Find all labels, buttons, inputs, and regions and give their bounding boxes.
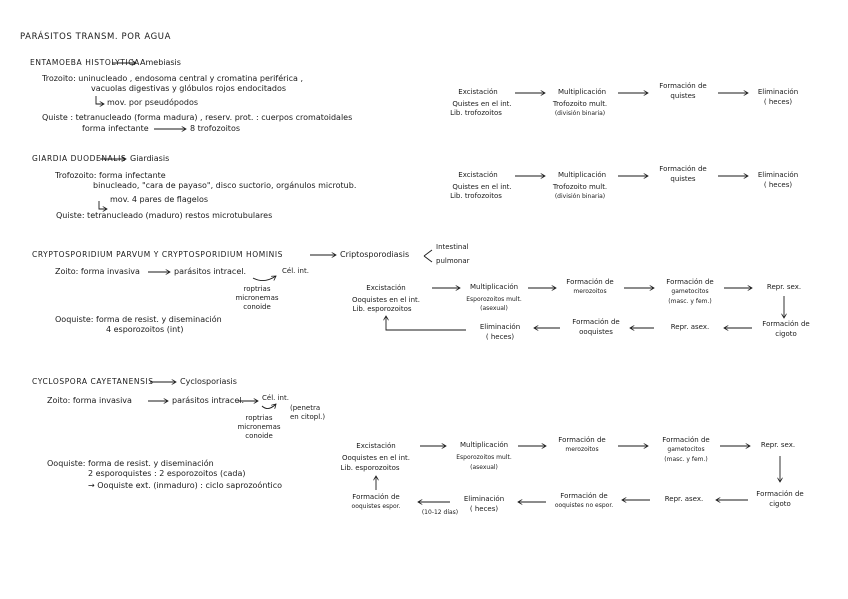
cycle-step-formacion: Formación de	[659, 82, 707, 90]
cycle-step-detail: (masc. y fem.)	[668, 298, 712, 305]
giardia-trofozoito-line2: binucleado, "cara de payaso", disco suctorio, orgánulos microtub.	[93, 181, 357, 190]
cycle-step-repr-asex: Repr. asex.	[670, 323, 710, 331]
cycle-step-detail: ( heces)	[485, 333, 515, 341]
giardia-trofozoito-line3: mov. 4 pares de flagelos	[110, 195, 209, 204]
cycle-step-detail: merozoitos	[565, 446, 599, 453]
cycle-step-detail: Quistes en el int.	[452, 100, 512, 108]
crypto-conoide: conoide	[243, 303, 271, 311]
entamoeba-quiste-line2b: 8 trofozoitos	[190, 124, 241, 133]
cycle-step-detail: ooquistes espor.	[351, 503, 401, 510]
cycle-step-detail: (masc. y fem.)	[664, 456, 708, 463]
cycle-step-excistacion: Excistación	[356, 442, 396, 450]
cycle-step-detail: Lib. esporozoitos	[340, 464, 400, 472]
crypto-zoito: Zoito: forma invasiva	[55, 267, 140, 276]
cycle-step-formacion: Formación de	[558, 436, 606, 444]
entamoeba-quiste-line2a: forma infectante	[82, 124, 149, 133]
giardia-name: GIARDIA DUODENALIS	[32, 154, 127, 163]
cycle-step-repr-asex: Repr. asex.	[664, 495, 704, 503]
cycle-step-eliminacion: Eliminación	[757, 171, 799, 179]
cycle-step-detail: Ooquistes en el int.	[352, 296, 420, 304]
cyclospora-ooquiste-line1: Ooquiste: forma de resist. y diseminación	[47, 459, 214, 468]
cycle-step-formacion: Formación de	[762, 320, 810, 328]
cyclospora-zoito: Zoito: forma invasiva	[47, 396, 132, 405]
cycle-step-formacion: Formación de	[352, 493, 400, 501]
cycle-step-multiplicacion: Multiplicación	[459, 441, 509, 449]
cycle-step-eliminacion: Eliminación	[463, 495, 505, 503]
cycle-step-excistacion: Excistación	[458, 88, 498, 96]
cycle-step-detail: Lib. trofozoitos	[450, 192, 502, 200]
entamoeba-trofozoito-line3: mov. por pseudópodos	[107, 98, 199, 107]
cycle-step-detail: Trofozoito mult.	[552, 100, 608, 108]
cycle-step-detail: (asexual)	[470, 464, 498, 471]
crypto-micronemas: micronemas	[235, 294, 279, 302]
cycle-step-detail: ( heces)	[763, 181, 793, 189]
cycle-step-formacion: Formación de	[756, 490, 804, 498]
cycle-step-detail: Esporozoitos mult.	[456, 454, 512, 461]
crypto-parasitos: parásitos intracel.	[174, 267, 247, 276]
cycle-step-excistacion: Excistación	[458, 171, 498, 179]
cycle-step-detail: ooquistes no espor.	[554, 502, 614, 509]
cycle-step-repr-sex: Repr. sex.	[760, 441, 796, 449]
cyclospora-ooquiste-line3: → Ooquiste ext. (inmaduro) : ciclo saprozoóntico	[88, 481, 283, 490]
cycle-step-formacion: Formación de	[666, 278, 714, 286]
giardia-trofozoito-line1: Trofozoito: forma infectante	[55, 171, 166, 180]
cycle-step-detail: (asexual)	[480, 305, 508, 312]
entamoeba-name: ENTAMOEBA HISTOLYTICA	[30, 58, 140, 67]
crypto-pulmonar: pulmonar	[436, 257, 470, 265]
entamoeba-trofozoito-line2: vacuolas digestivas y glóbulos rojos endocitados	[91, 84, 287, 93]
cyclospora-disease: Cyclosporiasis	[180, 377, 237, 386]
cycle-step-multiplicacion: Multiplicación	[557, 171, 607, 179]
cyclospora-penetra: en citopl.)	[290, 413, 326, 421]
cyclospora-roptrias: roptrias	[245, 414, 273, 422]
cycle-step-detail: ooquistes	[579, 328, 613, 336]
crypto-ooquiste-line2: 4 esporozoitos (int)	[106, 325, 184, 334]
cycle-step-multiplicacion: Multiplicación	[469, 283, 519, 291]
cycle-step-detail: ( heces)	[469, 505, 499, 513]
cyclospora-conoide: conoide	[245, 432, 273, 440]
cycle-step-multiplicacion: Multiplicación	[557, 88, 607, 96]
cycle-step-repr-sex: Repr. sex.	[766, 283, 802, 291]
cycle-step-detail: gametocitos	[671, 288, 709, 295]
cycle-step-detail: Esporozoitos mult.	[466, 296, 522, 303]
cycle-step-detail: Trofozoito mult.	[552, 183, 608, 191]
cycle-step-detail: Quistes en el int.	[452, 183, 512, 191]
cycle-step-detail: Lib. esporozoitos	[352, 305, 412, 313]
crypto-disease: Criptosporodiasis	[340, 250, 410, 259]
cycle-step-formacion: Formación de	[566, 278, 614, 286]
crypto-ooquiste-line1: Ooquiste: forma de resist. y diseminación	[55, 315, 222, 324]
cycle-step-detail: merozoitos	[573, 288, 607, 295]
cycle-step-eliminacion: Eliminación	[757, 88, 799, 96]
cycle-step-eliminacion: Eliminación	[479, 323, 521, 331]
giardia-disease: Giardiasis	[130, 154, 170, 163]
cycle-step-detail: quistes	[670, 92, 696, 100]
cycle-step-detail: Lib. trofozoitos	[450, 109, 502, 117]
cyclospora-penetra: (penetra	[290, 404, 321, 412]
entamoeba-trofozoito-line1: Trozoito: uninucleado , endosoma central y cromatina periférica ,	[42, 74, 304, 83]
crypto-roptrias: roptrias	[243, 285, 271, 293]
entamoeba-quiste-line1: Quiste : tetranucleado (forma madura) , reserv. prot. : cuerpos cromatoidales	[42, 113, 353, 122]
cycle-step-detail: ( heces)	[763, 98, 793, 106]
crypto-cel-int: Cél. int.	[282, 267, 309, 275]
cycle-step-detail: cigoto	[775, 330, 797, 338]
cycle-step-detail: (10-12 días)	[421, 509, 459, 516]
cyclospora-name: CYCLOSPORA CAYETANENSIS	[32, 377, 154, 386]
giardia-quiste: Quiste: tetranucleado (maduro) restos microtubulares	[56, 211, 273, 220]
cyclospora-parasitos: parásitos intracel.	[172, 396, 245, 405]
cycle-step-detail: (división binaria)	[554, 110, 606, 117]
cycle-step-detail: cigoto	[769, 500, 791, 508]
cycle-step-detail: gametocitos	[667, 446, 705, 453]
cycle-step-detail: (división binaria)	[554, 193, 606, 200]
cyclospora-ooquiste-line2: 2 esporoquistes : 2 esporozoitos (cada)	[88, 469, 246, 478]
page-title: PARÁSITOS TRANSM. POR AGUA	[20, 32, 172, 42]
crypto-name: CRYPTOSPORIDIUM PARVUM Y CRYPTOSPORIDIUM HOMINIS	[32, 250, 284, 259]
cycle-step-excistacion: Excistación	[366, 284, 406, 292]
cycle-step-formacion: Formación de	[572, 318, 620, 326]
crypto-intestinal: Intestinal	[436, 243, 469, 251]
cycle-step-formacion: Formación de	[560, 492, 608, 500]
cycle-step-formacion: Formación de	[659, 165, 707, 173]
cycle-step-detail: quistes	[670, 175, 696, 183]
cyclospora-ooquiste-ext: Ooquiste ext. (inmaduro) : ciclo saprozoóntico	[97, 481, 283, 490]
entamoeba-disease: Amebiasis	[140, 58, 181, 67]
cycle-step-formacion: Formación de	[662, 436, 710, 444]
cyclospora-micronemas: micronemas	[237, 423, 281, 431]
cycle-step-detail: Ooquistes en el int.	[342, 454, 410, 462]
cyclospora-cel-int: Cél. int.	[262, 394, 289, 402]
